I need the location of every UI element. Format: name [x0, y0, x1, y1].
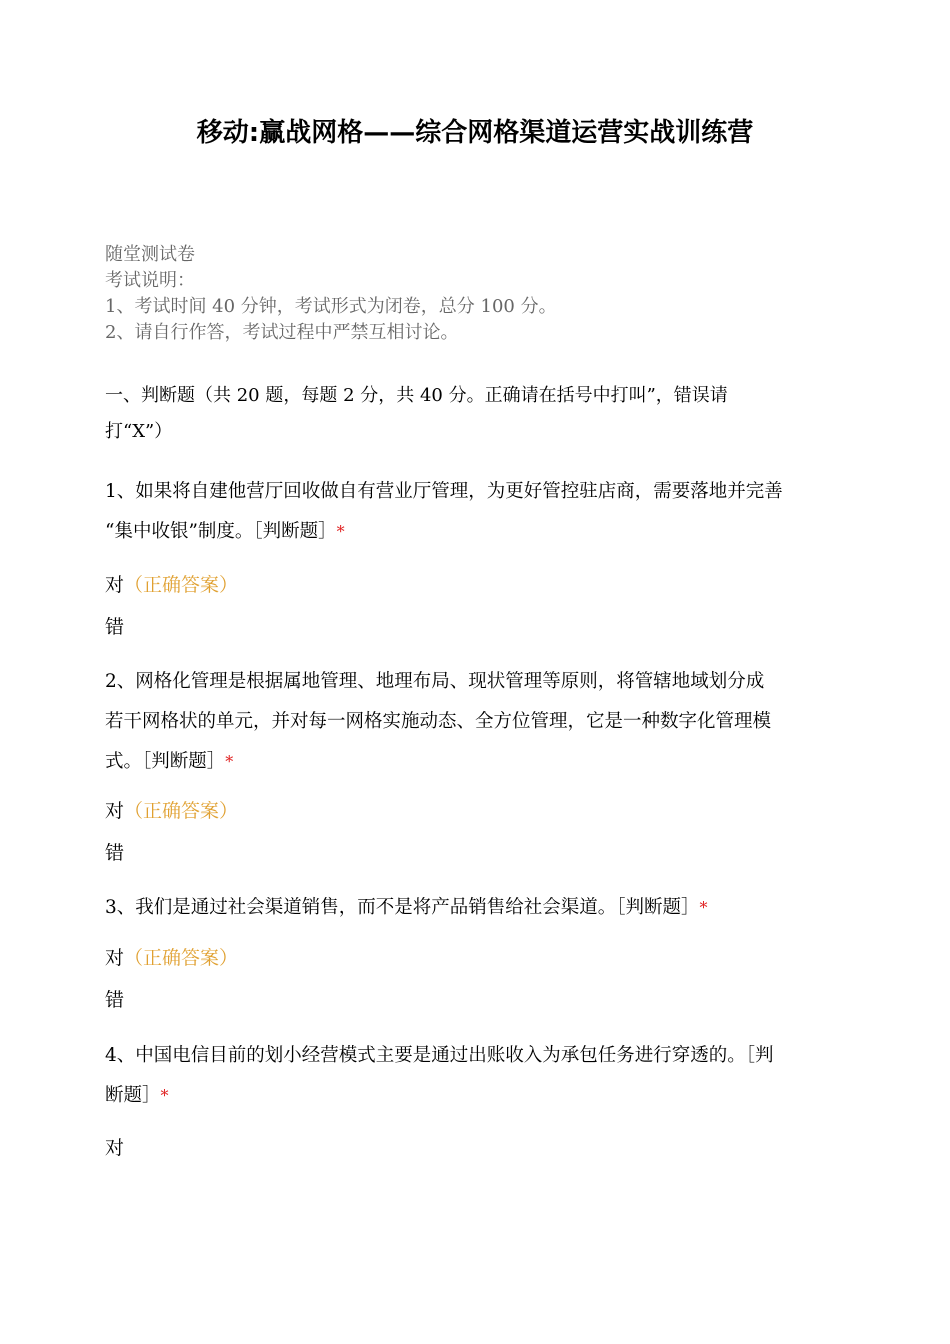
rule-2: 2、请自行作答，考试过程中严禁互相讨论。 — [105, 322, 459, 343]
option-label: 错 — [105, 989, 125, 1011]
question-4-line-1: 4、中国电信目前的划小经营模式主要是通过出账收入为承包任务进行穿透的。［判 — [105, 1045, 774, 1066]
question-4-line-2: 断题］ — [105, 1085, 161, 1106]
rule-1: 1、考试时间 40 分钟，考试形式为闭卷，总分 100 分。 — [105, 296, 557, 317]
question-3-option-true[interactable] — [105, 943, 238, 973]
question-2-line-3: 式。［判断题］ — [105, 751, 226, 772]
option-label: 对 — [105, 947, 125, 969]
question-3-line-1: 3、我们是通过社会渠道销售，而不是将产品销售给社会渠道。［判断题］ — [105, 897, 700, 918]
question-4-option-true[interactable] — [105, 1133, 124, 1163]
required-mark: * — [160, 1086, 169, 1105]
question-3 — [105, 888, 850, 928]
required-mark: * — [699, 898, 708, 917]
correct-answer-mark: （正确答案） — [124, 947, 239, 969]
question-2 — [105, 662, 850, 782]
correct-answer-mark: （正确答案） — [124, 574, 239, 596]
question-1-line-2: “集中收银”制度。［判断题］ — [105, 521, 337, 542]
question-4 — [105, 1036, 850, 1116]
question-1-option-false[interactable] — [105, 612, 124, 642]
section-heading-line1: 一、判断题（共 20 题，每题 2 分，共 40 分。正确请在括号中打叫”，错误请 — [105, 385, 728, 406]
question-1-line-1: 1、如果将自建他营厅回收做自有营业厅管理，为更好管控驻店商，需要落地并完善 — [105, 481, 783, 502]
section-heading-line2: 打“X”） — [105, 421, 173, 442]
question-2-option-false[interactable] — [105, 838, 124, 868]
instructions-label: 考试说明： — [105, 270, 195, 291]
option-label: 对 — [105, 800, 125, 822]
question-1 — [105, 472, 850, 552]
required-mark: * — [225, 752, 234, 771]
option-label: 对 — [105, 574, 125, 596]
question-2-line-2: 若干网格状的单元，并对每一网格实施动态、全方位管理，它是一种数字化管理模 — [105, 711, 772, 732]
page-title: 移动:赢战网格——综合网格渠道运营实战训练营 — [196, 118, 754, 148]
exam-subtitle: 随堂测试卷 — [105, 244, 195, 265]
option-label: 对 — [105, 1137, 125, 1159]
question-1-option-true[interactable] — [105, 570, 238, 600]
correct-answer-mark: （正确答案） — [124, 800, 239, 822]
question-3-option-false[interactable] — [105, 985, 124, 1015]
required-mark: * — [336, 522, 345, 541]
question-2-line-1: 2、网格化管理是根据属地管理、地理布局、现状管理等原则，将管辖地域划分成 — [105, 671, 765, 692]
section-heading — [105, 378, 805, 450]
option-label: 错 — [105, 616, 125, 638]
question-2-option-true[interactable] — [105, 796, 238, 826]
option-label: 错 — [105, 842, 125, 864]
exam-intro — [105, 242, 865, 346]
